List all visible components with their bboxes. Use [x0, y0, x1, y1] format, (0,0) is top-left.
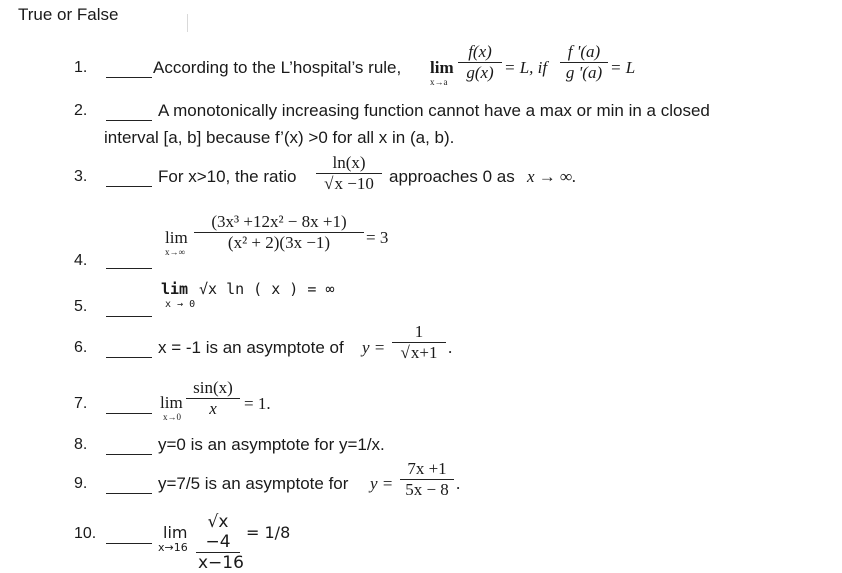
text-cursor: [187, 14, 196, 32]
q6-numerator: 1: [414, 322, 424, 341]
q6-y-equals: y =: [362, 338, 386, 357]
q7-denominator: x: [209, 399, 217, 418]
q3-text-b: approaches 0 as: [389, 167, 515, 186]
question-number-2: 2.: [74, 102, 88, 119]
q6-tail: .: [448, 338, 453, 357]
answer-blank-8[interactable]: [106, 454, 152, 455]
q3-tail: x → ∞.: [527, 167, 577, 186]
q6-denominator: √x+1: [400, 343, 438, 362]
q4-numerator: (3x³ +12x² − 8x +1): [211, 212, 347, 231]
sqrt-icon: √: [324, 174, 334, 193]
q1-fraction-2: [560, 42, 608, 83]
q1-fraction-1: [458, 42, 502, 83]
q4-equals: = 3: [366, 228, 389, 247]
q1-frac2-denominator: g '(a): [565, 63, 603, 82]
question-number-9: 9.: [74, 475, 88, 492]
q9-y-equals: y =: [370, 474, 394, 493]
sqrt-icon: √: [199, 280, 209, 298]
answer-blank-9[interactable]: [106, 493, 152, 494]
q6-text: x = -1 is an asymptote of: [158, 338, 344, 357]
q7-lim-sub: x→0: [163, 412, 181, 422]
question-number-7: 7.: [74, 395, 88, 412]
q10-fraction: [196, 512, 244, 573]
answer-blank-3[interactable]: [106, 186, 152, 187]
q1-text: According to the L’hospital’s rule,: [153, 58, 402, 77]
question-number-1: 1.: [74, 59, 88, 76]
q1-lim: lim: [430, 58, 454, 77]
q1-frac1-numerator: f(x): [468, 42, 492, 61]
answer-blank-7[interactable]: [106, 413, 152, 414]
answer-blank-10[interactable]: [106, 543, 152, 544]
q10-equals: = 1/8: [246, 523, 291, 542]
q10-numerator: √x −4: [205, 512, 231, 552]
q2-line-2: interval [a, b] because f’(x) >0 for all x in (a, b).: [104, 128, 455, 147]
question-number-10: 10.: [74, 525, 97, 542]
q1-frac1-denominator: g(x): [466, 63, 494, 82]
answer-blank-5[interactable]: [106, 316, 152, 317]
q10-lim-sub: x→16: [158, 541, 188, 554]
q1-lim-sub: x→a: [430, 77, 448, 87]
question-number-4: 4.: [74, 252, 88, 269]
q9-denominator: 5x − 8: [405, 480, 449, 499]
q5-expression: √x ln ( x ) = ∞: [199, 280, 335, 298]
q4-lim: lim: [165, 228, 188, 247]
q10-denominator: x−16: [198, 553, 244, 573]
q10-lim: lim: [163, 523, 188, 542]
q9-text: y=7/5 is an asymptote for: [158, 474, 349, 493]
q7-numerator: sin(x): [193, 378, 233, 397]
q1-equals-l: = L: [610, 58, 636, 77]
q8-text: y=0 is an asymptote for y=1/x.: [158, 435, 385, 454]
page-title: True or False: [18, 5, 119, 24]
q4-fraction: [194, 212, 364, 253]
q1-equals-if: = L, if: [504, 58, 548, 77]
q5-lim-sub: x → 0: [165, 299, 196, 310]
answer-blank-1[interactable]: [106, 77, 152, 78]
q2-line-1: A monotonically increasing function cannot have a max or min in a closed: [158, 101, 710, 120]
q7-lim: lim: [160, 393, 183, 412]
answer-blank-4[interactable]: [106, 268, 152, 269]
q4-denominator: (x² + 2)(3x −1): [227, 233, 331, 252]
q3-text-a: For x>10, the ratio: [158, 167, 297, 186]
question-number-3: 3.: [74, 168, 88, 185]
question-number-8: 8.: [74, 436, 88, 453]
q9-fraction: [400, 459, 454, 500]
answer-blank-2[interactable]: [106, 120, 152, 121]
q1-frac2-numerator: f '(a): [567, 42, 601, 61]
sqrt-icon: √: [400, 343, 410, 362]
q5-lim: lim: [161, 280, 189, 298]
question-number-5: 5.: [74, 298, 88, 315]
q6-fraction: [392, 322, 446, 363]
q3-denominator: √x −10: [324, 174, 374, 193]
q7-equals: = 1.: [244, 394, 271, 413]
q9-tail: .: [456, 474, 461, 493]
q9-numerator: 7x +1: [407, 459, 447, 478]
answer-blank-6[interactable]: [106, 357, 152, 358]
q4-lim-sub: x→∞: [165, 247, 185, 257]
q3-numerator: ln(x): [332, 153, 366, 172]
question-number-6: 6.: [74, 339, 88, 356]
q3-fraction: [316, 153, 382, 194]
q7-fraction: [186, 378, 240, 419]
